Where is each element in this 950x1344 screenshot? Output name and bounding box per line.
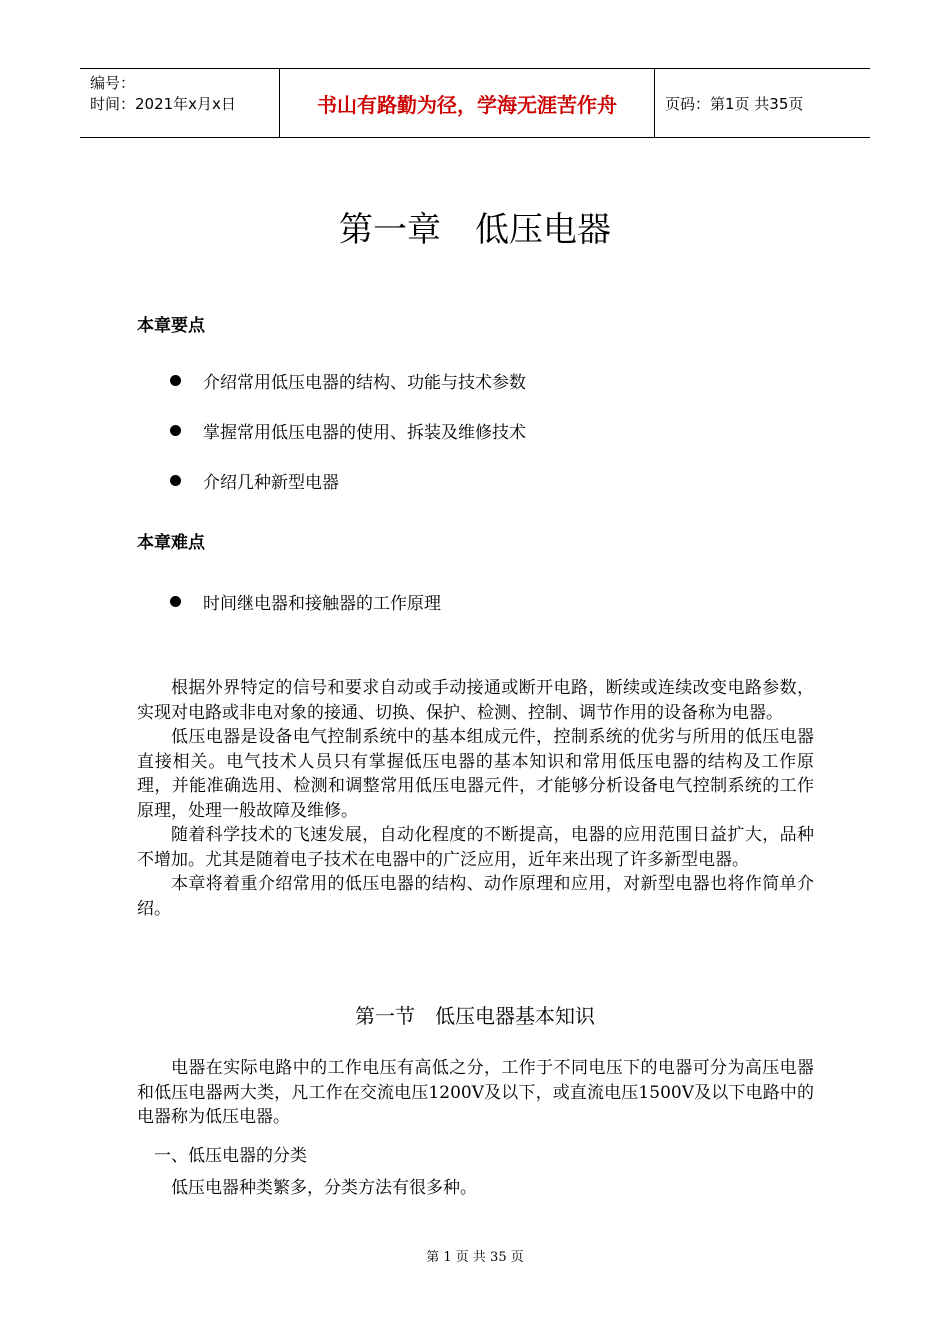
- list-item-text: 介绍常用低压电器的结构、功能与技术参数: [203, 373, 526, 393]
- intro-paragraph: 低压电器是设备电气控制系统中的基本组成元件，控制系统的优劣与所用的低压电器直接相关。电气技术人员只有掌握低压电器的基本知识和常用低压电器的结构及工作原理，并能准确选用、检测和调整常用低压电器元件，才能够分析设备电气控制系统的工作原理，处理一般故障及维修。: [137, 727, 814, 821]
- intro-paragraph: 根据外界特定的信号和要求自动或手动接通或断开电路，断续或连续改变电路参数，实现对电路或非电对象的接通、切换、保护、检测、控制、调节作用的设备称为电器。: [137, 678, 814, 723]
- bullet-icon: [170, 375, 181, 386]
- time-label: 时间：2021年x月x日: [90, 95, 236, 113]
- list-item: [170, 468, 339, 493]
- sub-heading: 一、低压电器的分类: [154, 1146, 307, 1166]
- page-footer: 第 1 页 共 35 页: [426, 1250, 524, 1265]
- bullet-icon: [170, 596, 181, 607]
- motto: 书山有路勤为径，学海无涯苦作舟: [317, 92, 617, 117]
- header-motto-cell: [280, 69, 655, 137]
- section-text: [137, 1056, 814, 1130]
- list-item-text: 介绍几种新型电器: [203, 473, 339, 493]
- bullet-icon: [170, 425, 181, 436]
- list-item: [170, 418, 526, 443]
- list-item: [170, 589, 441, 614]
- sub-text: [137, 1176, 814, 1201]
- header-meta: [80, 69, 280, 137]
- list-item: [170, 368, 526, 393]
- key-points-heading: 本章要点: [137, 316, 205, 336]
- sub-paragraph: 低压电器种类繁多，分类方法有很多种。: [171, 1178, 477, 1198]
- section-paragraph: 电器在实际电路中的工作电压有高低之分，工作于不同电压下的电器可分为高压电器和低压电器两大类，凡工作在交流电压1200V及以下，或直流电压1500V及以下电路中的电器称为低压电器。: [137, 1058, 814, 1127]
- difficulties-heading: 本章难点: [137, 533, 205, 553]
- header-page-cell: [655, 69, 870, 137]
- bullet-icon: [170, 475, 181, 486]
- page-header: [80, 68, 870, 138]
- intro-paragraph: 随着科学技术的飞速发展，自动化程度的不断提高，电器的应用范围日益扩大，品种不增加。尤其是随着电子技术在电器中的广泛应用，近年来出现了许多新型电器。: [137, 825, 814, 870]
- number-label: 编号：: [90, 74, 136, 92]
- section-title: 第一节 低压电器基本知识: [355, 1004, 595, 1028]
- page-info: 页码：第1页 共35页: [665, 94, 804, 113]
- intro-paragraph: 本章将着重介绍常用的低压电器的结构、动作原理和应用，对新型电器也将作简单介绍。: [137, 874, 814, 919]
- list-item-text: 时间继电器和接触器的工作原理: [203, 594, 441, 614]
- intro-text: [137, 676, 814, 921]
- chapter-title: 第一章 低压电器: [339, 210, 611, 250]
- list-item-text: 掌握常用低压电器的使用、拆装及维修技术: [203, 423, 526, 443]
